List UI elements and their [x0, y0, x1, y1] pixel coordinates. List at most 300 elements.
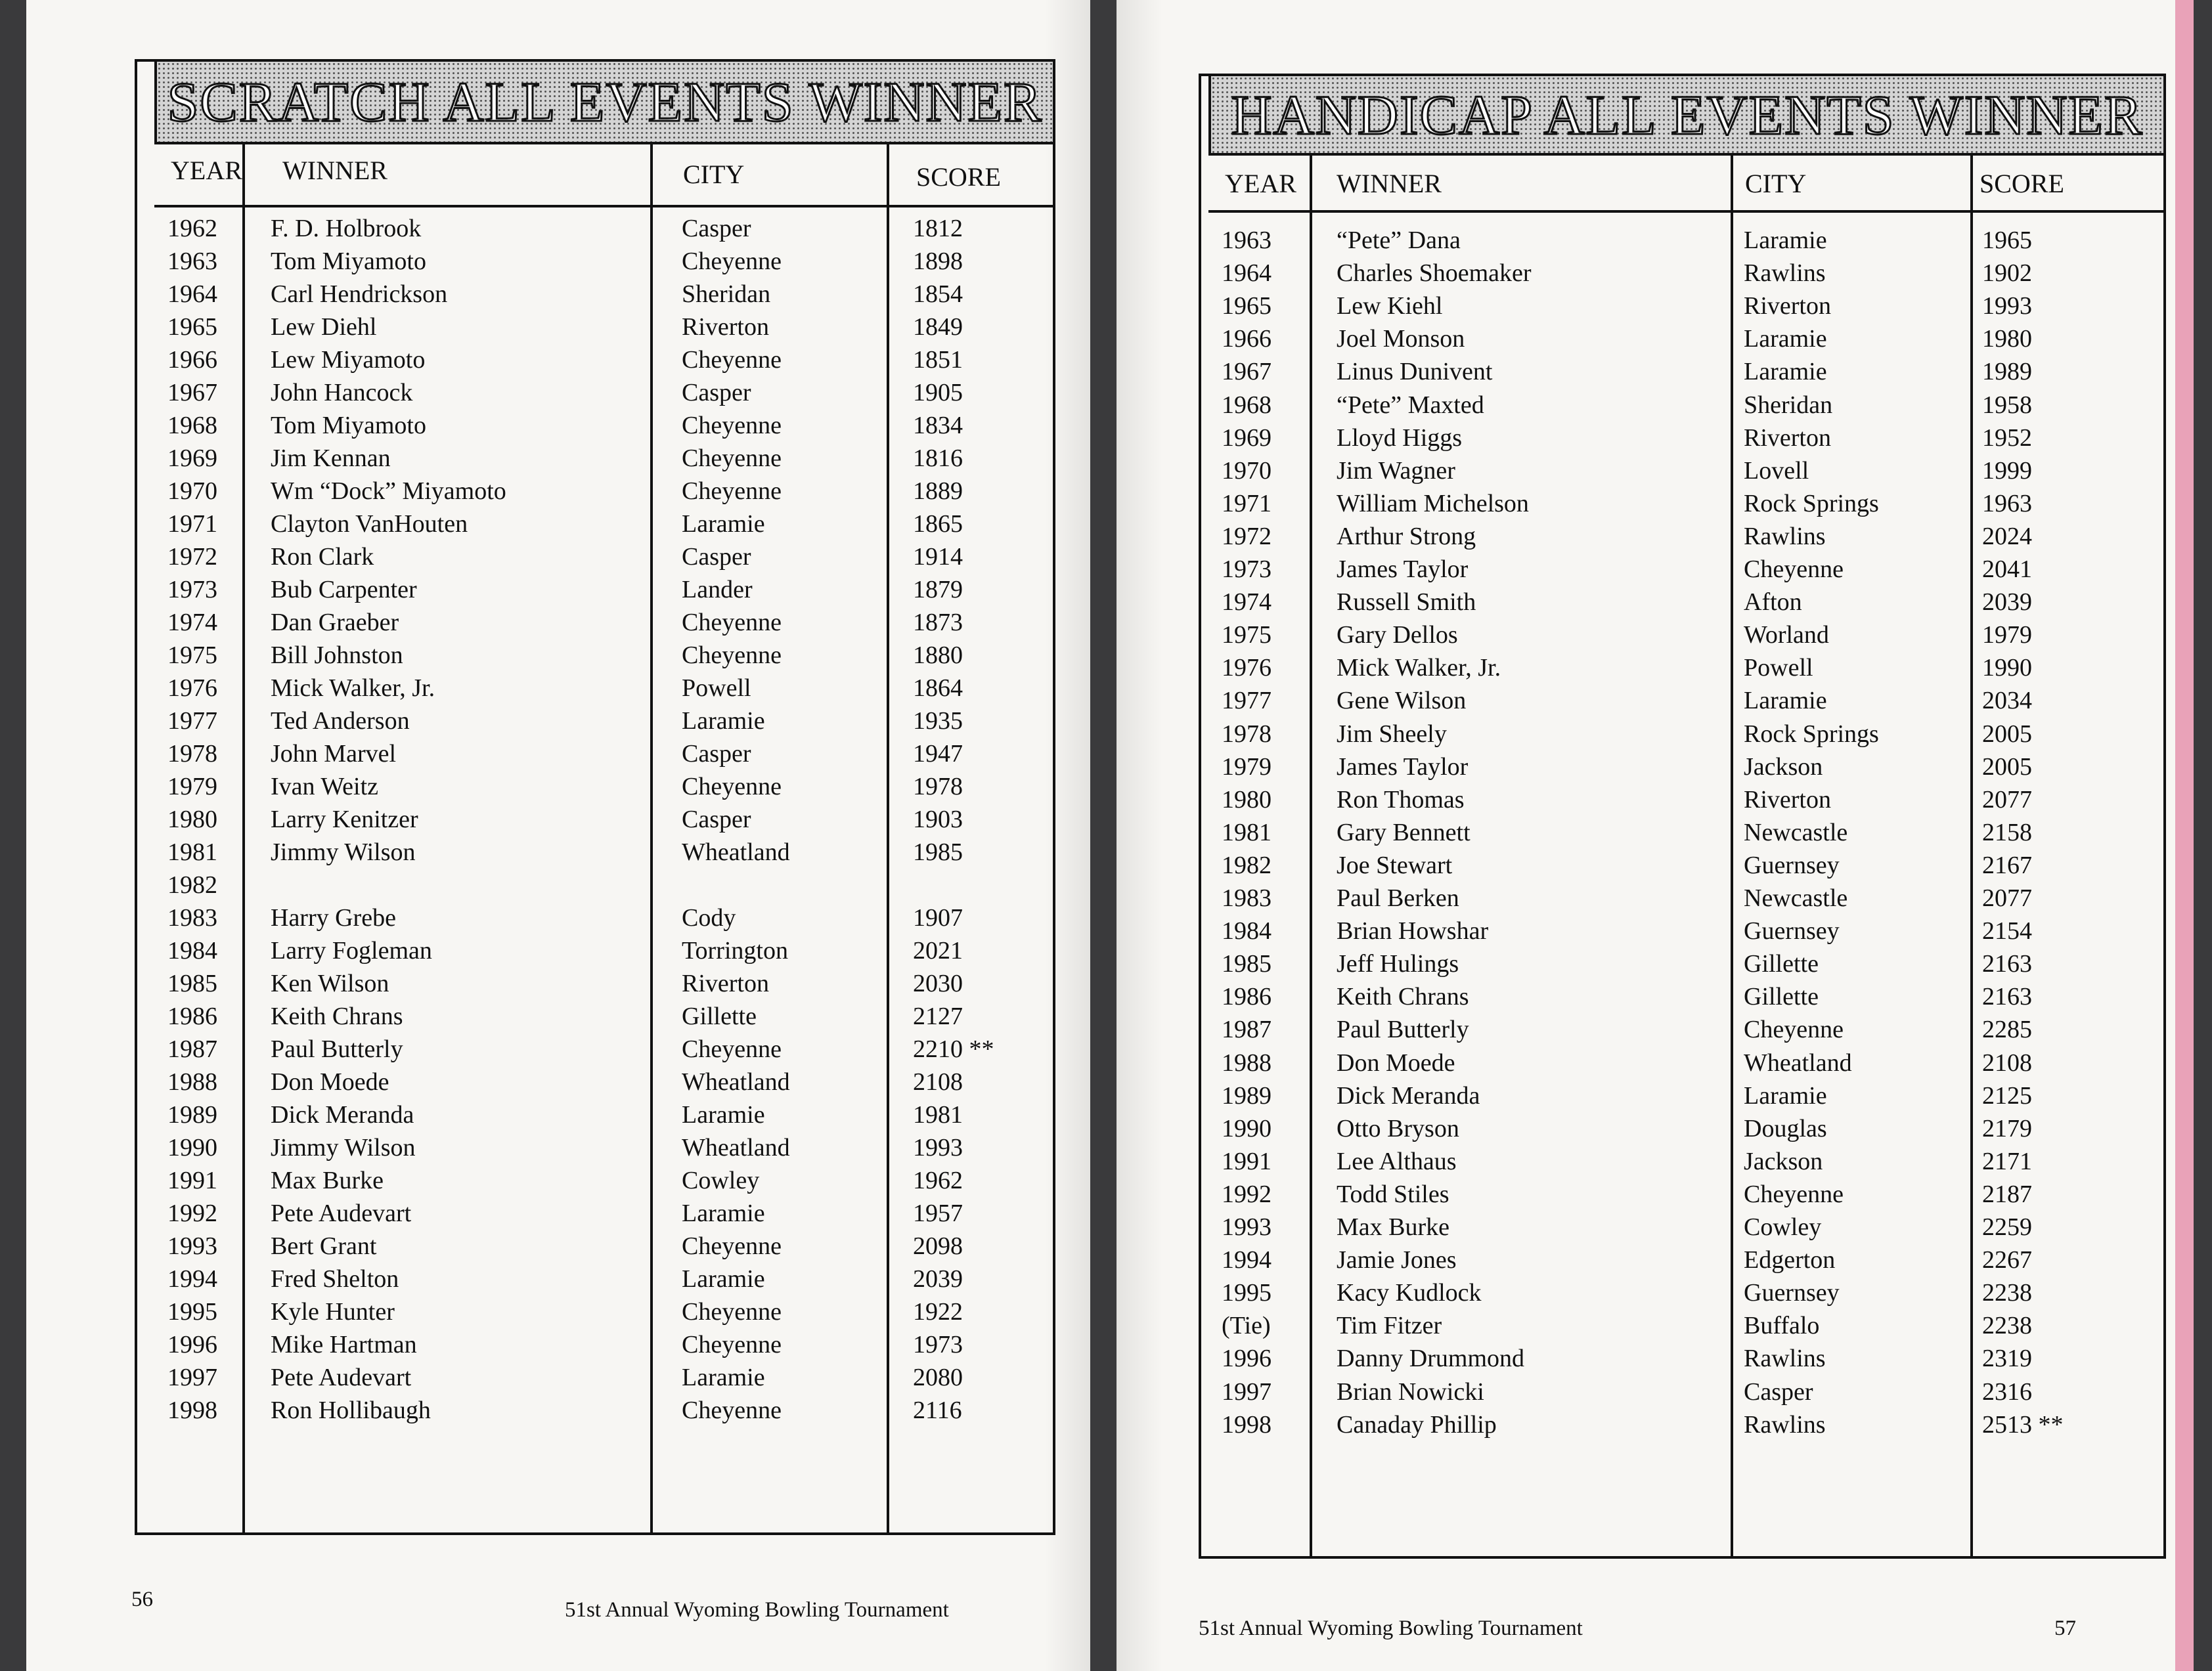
cell-year: 1996 [1222, 1345, 1272, 1373]
cell-score: 2167 [1982, 851, 2032, 879]
cell-score: 2030 [913, 970, 963, 997]
cell-winner: Kacy Kudlock [1337, 1279, 1482, 1307]
cell-score: 2179 [1982, 1114, 2032, 1142]
cell-city: Gillette [1744, 983, 1819, 1011]
cell-winner: Kyle Hunter [271, 1298, 395, 1326]
cell-city: Laramie [1744, 325, 1827, 353]
cell-winner: Mick Walker, Jr. [1337, 654, 1501, 682]
cell-city: Powell [682, 674, 751, 702]
cell-winner: Clayton VanHouten [271, 510, 468, 538]
cell-score: 2238 [1982, 1312, 2032, 1340]
cell-year: 1987 [167, 1035, 217, 1063]
cell-city: Cowley [682, 1167, 760, 1194]
cell-year: 1985 [1222, 950, 1272, 978]
cell-year: 1992 [167, 1200, 217, 1227]
cell-score: 1880 [913, 641, 963, 669]
cell-year: 1996 [167, 1331, 217, 1358]
cell-city: Buffalo [1744, 1312, 1820, 1340]
column-divider [1970, 156, 1973, 1559]
cell-city: Newcastle [1744, 884, 1848, 912]
cell-city: Jackson [1744, 752, 1823, 781]
cell-score: 1981 [913, 1101, 963, 1129]
cell-year: 1988 [167, 1068, 217, 1096]
cell-score: 1957 [913, 1200, 963, 1227]
column-divider [1731, 156, 1733, 1559]
cell-score: 1816 [913, 445, 963, 472]
cell-city: Cowley [1744, 1213, 1822, 1241]
cell-winner: Gene Wilson [1337, 687, 1467, 715]
cell-city: Wheatland [682, 1068, 790, 1096]
cell-winner: Jeff Hulings [1337, 950, 1459, 978]
cell-year: 1995 [167, 1298, 217, 1326]
cell-winner: Mick Walker, Jr. [271, 674, 435, 702]
header-score: SCORE [916, 162, 1001, 192]
cell-year: 1994 [1222, 1246, 1272, 1274]
cell-winner: William Michelson [1337, 489, 1529, 517]
cell-city: Rock Springs [1744, 489, 1879, 517]
cell-city: Cheyenne [682, 477, 782, 505]
cell-score: 1889 [913, 477, 963, 505]
cell-city: Cheyenne [682, 248, 782, 275]
cell-score: 1979 [1982, 621, 2032, 649]
cell-winner: Wm “Dock” Miyamoto [271, 477, 506, 505]
cell-year: 1985 [167, 970, 217, 997]
cell-score: 1985 [913, 838, 963, 866]
cell-winner: Brian Howshar [1337, 917, 1489, 945]
cell-year: 1986 [1222, 983, 1272, 1011]
cell-city: Laramie [682, 707, 765, 735]
column-divider [650, 144, 653, 1535]
cell-winner: Carl Hendrickson [271, 280, 448, 308]
cell-city: Riverton [1744, 423, 1831, 452]
cell-winner: Otto Bryson [1337, 1114, 1459, 1142]
cell-score: 2171 [1982, 1147, 2032, 1175]
cell-score: 2285 [1982, 1016, 2032, 1044]
cell-year: 1977 [1222, 687, 1272, 715]
cell-city: Cheyenne [682, 1331, 782, 1358]
header-winner: WINNER [282, 156, 387, 185]
cell-winner: John Hancock [271, 379, 413, 406]
cell-score: 1907 [913, 904, 963, 932]
cell-winner: Don Moede [1337, 1049, 1455, 1077]
cell-city: Rawlins [1744, 259, 1826, 288]
cell-year: 1968 [1222, 391, 1272, 419]
cell-score: 1973 [913, 1331, 963, 1358]
cell-city: Cheyenne [682, 609, 782, 636]
cell-city: Casper [682, 740, 751, 768]
cell-year: 1976 [167, 674, 217, 702]
cell-year: 1990 [167, 1134, 217, 1161]
cell-score: 1952 [1982, 423, 2032, 452]
cell-winner: Fred Shelton [271, 1265, 399, 1293]
cell-city: Casper [682, 543, 751, 571]
cell-winner: Lew Kiehl [1337, 292, 1443, 320]
header-winner: WINNER [1337, 169, 1442, 198]
cell-winner: Canaday Phillip [1337, 1410, 1497, 1439]
cell-winner: Jim Sheely [1337, 720, 1447, 748]
cell-year: 1981 [1222, 818, 1272, 846]
page-number: 57 [2054, 1617, 2076, 1640]
cell-year: 1997 [1222, 1378, 1272, 1406]
column-divider [887, 144, 889, 1535]
cell-winner: Pete Audevart [271, 1364, 412, 1391]
cell-winner: James Taylor [1337, 555, 1469, 583]
cell-score: 2039 [1982, 588, 2032, 617]
cell-city: Laramie [1744, 227, 1827, 254]
cell-year: 1972 [167, 543, 217, 571]
handicap-title: HANDICAP ALL EVENTS WINNER [1231, 83, 2144, 146]
cell-city: Gillette [1744, 950, 1819, 978]
cell-year: 1965 [167, 313, 217, 341]
right-page [1117, 0, 2194, 1671]
cell-city: Sheridan [682, 280, 771, 308]
cell-city: Casper [682, 215, 751, 242]
cell-year: 1982 [1222, 851, 1272, 879]
cell-score: 2154 [1982, 917, 2032, 945]
cell-year: 1967 [167, 379, 217, 406]
cell-winner: Jim Kennan [271, 445, 391, 472]
gutter-shadow [1117, 0, 1162, 1671]
cell-score: 2005 [1982, 752, 2032, 781]
cell-city: Cody [682, 904, 736, 932]
cell-year: 1974 [1222, 588, 1272, 617]
cell-winner: Don Moede [271, 1068, 389, 1096]
cell-score: 1864 [913, 674, 963, 702]
cell-city: Powell [1744, 654, 1813, 682]
cell-winner: Keith Chrans [271, 1003, 403, 1030]
cell-winner: “Pete” Maxted [1337, 391, 1484, 419]
cell-year: 1979 [167, 773, 217, 800]
cell-score: 1963 [1982, 489, 2032, 517]
cell-score: 1865 [913, 510, 963, 538]
cell-winner: Larry Fogleman [271, 937, 432, 965]
cell-score: 1854 [913, 280, 963, 308]
cell-city: Rawlins [1744, 1345, 1826, 1373]
cell-score: 2005 [1982, 720, 2032, 748]
cell-city: Gillette [682, 1003, 757, 1030]
cell-year: 1982 [167, 871, 217, 899]
cell-city: Sheridan [1744, 391, 1833, 419]
cell-city: Laramie [1744, 1081, 1827, 1110]
cell-city: Newcastle [1744, 818, 1848, 846]
cell-city: Guernsey [1744, 917, 1840, 945]
page-edge [2175, 0, 2194, 1671]
cell-winner: Bub Carpenter [271, 576, 417, 603]
cell-score: 2125 [1982, 1081, 2032, 1110]
handicap-title-banner [1208, 74, 2166, 156]
cell-year: 1971 [1222, 489, 1272, 517]
cell-city: Cheyenne [682, 1397, 782, 1424]
cell-year: 1973 [1222, 555, 1272, 583]
cell-score: 2108 [913, 1068, 963, 1096]
cell-year: 1969 [167, 445, 217, 472]
cell-year: 1992 [1222, 1180, 1272, 1208]
cell-score: 2098 [913, 1232, 963, 1260]
cell-city: Laramie [682, 1265, 765, 1293]
cell-city: Laramie [682, 1101, 765, 1129]
cell-city: Cheyenne [682, 445, 782, 472]
cell-score: 2116 [913, 1397, 962, 1424]
cell-year: 1962 [167, 215, 217, 242]
cell-score: 1903 [913, 806, 963, 833]
cell-year: 1964 [1222, 259, 1272, 288]
scratch-title: SCRATCH ALL EVENTS WINNER [167, 70, 1043, 133]
cell-year: 1988 [1222, 1049, 1272, 1077]
cell-winner: F. D. Holbrook [271, 215, 422, 242]
cell-winner: Tom Miyamoto [271, 412, 426, 439]
cell-score: 2080 [913, 1364, 963, 1391]
cell-city: Cheyenne [682, 1035, 782, 1063]
cell-year: 1991 [1222, 1147, 1272, 1175]
cell-city: Cheyenne [682, 412, 782, 439]
cell-winner: James Taylor [1337, 752, 1469, 781]
cell-city: Lander [682, 576, 753, 603]
cell-year: 1970 [167, 477, 217, 505]
cell-score: 1879 [913, 576, 963, 603]
cell-year: 1963 [1222, 227, 1272, 254]
cell-winner: Russell Smith [1337, 588, 1476, 617]
header-year: YEAR [1225, 169, 1296, 198]
cell-score: 1898 [913, 248, 963, 275]
cell-winner: Joe Stewart [1337, 851, 1453, 879]
header-city: CITY [1745, 169, 1807, 198]
cell-year: 1971 [167, 510, 217, 538]
column-divider [242, 144, 245, 1535]
cell-city: Wheatland [682, 1134, 790, 1161]
cell-year: 1989 [167, 1101, 217, 1129]
cell-year: 1987 [1222, 1016, 1272, 1044]
cell-year: 1975 [167, 641, 217, 669]
cell-score: 2039 [913, 1265, 963, 1293]
cell-winner: Bill Johnston [271, 641, 403, 669]
cell-winner: Lee Althaus [1337, 1147, 1457, 1175]
cell-year: 1976 [1222, 654, 1272, 682]
cell-year: 1984 [167, 937, 217, 965]
cell-winner: Pete Audevart [271, 1200, 412, 1227]
cell-city: Casper [682, 379, 751, 406]
cell-score: 1873 [913, 609, 963, 636]
cell-score: 2041 [1982, 555, 2032, 583]
cell-winner: Jimmy Wilson [271, 1134, 416, 1161]
cell-winner: Larry Kenitzer [271, 806, 418, 833]
cell-year: 1980 [167, 806, 217, 833]
cell-winner: Joel Monson [1337, 325, 1465, 353]
cell-winner: Ron Hollibaugh [271, 1397, 431, 1424]
cell-city: Laramie [1744, 687, 1827, 715]
header-city: CITY [683, 160, 745, 189]
cell-winner: Lew Diehl [271, 313, 377, 341]
cell-year: 1978 [1222, 720, 1272, 748]
cell-winner: Tim Fitzer [1337, 1312, 1442, 1340]
cell-winner: Dick Meranda [271, 1101, 414, 1129]
cell-year: 1967 [1222, 358, 1272, 386]
cell-winner: Arthur Strong [1337, 522, 1476, 550]
cell-score: 1935 [913, 707, 963, 735]
cell-score: 1962 [913, 1167, 963, 1194]
cell-score: 2077 [1982, 884, 2032, 912]
cell-score: 1812 [913, 215, 963, 242]
cell-city: Laramie [682, 510, 765, 538]
cell-year: 1969 [1222, 423, 1272, 452]
cell-score: 1834 [913, 412, 963, 439]
cell-score: 2267 [1982, 1246, 2032, 1274]
cell-year: 1993 [1222, 1213, 1272, 1241]
cell-winner: Charles Shoemaker [1337, 259, 1532, 288]
cell-winner: Bert Grant [271, 1232, 377, 1260]
cell-winner: Mike Hartman [271, 1331, 417, 1358]
cell-score: 1999 [1982, 456, 2032, 485]
cell-year: 1989 [1222, 1081, 1272, 1110]
cell-year: 1968 [167, 412, 217, 439]
cell-year: 1966 [167, 346, 217, 374]
cell-year: 1984 [1222, 917, 1272, 945]
cell-score: 1851 [913, 346, 963, 374]
cell-winner: Jim Wagner [1337, 456, 1455, 485]
cell-city: Torrington [682, 937, 788, 965]
cell-year: 1998 [167, 1397, 217, 1424]
cell-score: 1990 [1982, 654, 2032, 682]
cell-score: 1965 [1982, 227, 2032, 254]
cell-score: 1947 [913, 740, 963, 768]
cell-winner: Paul Butterly [1337, 1016, 1469, 1044]
cell-score: 1849 [913, 313, 963, 341]
cell-year: 1997 [167, 1364, 217, 1391]
cell-score: 2108 [1982, 1049, 2032, 1077]
cell-year: 1991 [167, 1167, 217, 1194]
cell-year: 1990 [1222, 1114, 1272, 1142]
cell-score: 1989 [1982, 358, 2032, 386]
cell-city: Guernsey [1744, 1279, 1840, 1307]
header-divider [1208, 210, 2166, 213]
cell-city: Cheyenne [682, 1298, 782, 1326]
cell-winner: Ron Thomas [1337, 785, 1465, 814]
cell-score: 1980 [1982, 325, 2032, 353]
cell-year: 1970 [1222, 456, 1272, 485]
cell-score: 1978 [913, 773, 963, 800]
cell-city: Guernsey [1744, 851, 1840, 879]
cell-score: 2163 [1982, 950, 2032, 978]
cell-city: Laramie [1744, 358, 1827, 386]
cell-city: Cheyenne [1744, 555, 1844, 583]
cell-city: Edgerton [1744, 1246, 1836, 1274]
cell-score: 2210 ** [913, 1035, 994, 1063]
cell-city: Cheyenne [682, 1232, 782, 1260]
cell-city: Riverton [682, 313, 769, 341]
cell-score: 1993 [1982, 292, 2032, 320]
cell-winner: Gary Bennett [1337, 818, 1471, 846]
cell-year: 1980 [1222, 785, 1272, 814]
cell-year: 1963 [167, 248, 217, 275]
column-divider [1310, 156, 1312, 1559]
header-score: SCORE [1980, 169, 2064, 198]
cell-score: 2127 [913, 1003, 963, 1030]
cell-city: Cheyenne [1744, 1180, 1844, 1208]
cell-score: 1902 [1982, 259, 2032, 288]
cell-city: Jackson [1744, 1147, 1823, 1175]
cell-winner: “Pete” Dana [1337, 227, 1461, 254]
cell-score: 1905 [913, 379, 963, 406]
cell-score: 2187 [1982, 1180, 2032, 1208]
cell-year: 1964 [167, 280, 217, 308]
cell-year: 1978 [167, 740, 217, 768]
cell-winner: Max Burke [1337, 1213, 1450, 1241]
cell-winner: Dan Graeber [271, 609, 399, 636]
cell-city: Laramie [682, 1200, 765, 1227]
scratch-title-banner [154, 59, 1055, 144]
cell-score: 2034 [1982, 687, 2032, 715]
cell-winner: Lloyd Higgs [1337, 423, 1463, 452]
cell-city: Cheyenne [682, 773, 782, 800]
cell-year: 1979 [1222, 752, 1272, 781]
cell-winner: Keith Chrans [1337, 983, 1469, 1011]
cell-winner: Ivan Weitz [271, 773, 379, 800]
cell-city: Douglas [1744, 1114, 1827, 1142]
cell-winner: Linus Dunivent [1337, 358, 1493, 386]
cell-city: Riverton [682, 970, 769, 997]
cell-winner: Lew Miyamoto [271, 346, 426, 374]
cell-score: 1958 [1982, 391, 2032, 419]
cell-city: Riverton [1744, 292, 1831, 320]
cell-city: Cheyenne [1744, 1016, 1844, 1044]
cell-year: 1994 [167, 1265, 217, 1293]
cell-winner: Harry Grebe [271, 904, 396, 932]
cell-score: 2024 [1982, 522, 2032, 550]
cell-score: 1914 [913, 543, 963, 571]
cell-score: 2316 [1982, 1378, 2032, 1406]
page-footer: 51st Annual Wyoming Bowling Tournament [565, 1598, 949, 1622]
cell-year: 1983 [1222, 884, 1272, 912]
cell-year: 1966 [1222, 325, 1272, 353]
cell-city: Casper [682, 806, 751, 833]
header-year: YEAR [171, 156, 242, 185]
cell-city: Wheatland [1744, 1049, 1852, 1077]
cell-city: Rock Springs [1744, 720, 1879, 748]
cell-city: Afton [1744, 588, 1802, 617]
cell-winner: John Marvel [271, 740, 397, 768]
cell-score: 2238 [1982, 1279, 2032, 1307]
cell-city: Cheyenne [682, 641, 782, 669]
cell-year: 1983 [167, 904, 217, 932]
cell-score: 2158 [1982, 818, 2032, 846]
cell-winner: Brian Nowicki [1337, 1378, 1484, 1406]
cell-city: Worland [1744, 621, 1829, 649]
cell-winner: Todd Stiles [1337, 1180, 1449, 1208]
cell-city: Casper [1744, 1378, 1813, 1406]
cell-city: Cheyenne [682, 346, 782, 374]
cell-score: 2319 [1982, 1345, 2032, 1373]
page-footer: 51st Annual Wyoming Bowling Tournament [1199, 1617, 1583, 1640]
cell-city: Rawlins [1744, 522, 1826, 550]
cell-winner: Max Burke [271, 1167, 384, 1194]
page-number: 56 [131, 1588, 153, 1611]
cell-year: 1965 [1222, 292, 1272, 320]
cell-winner: Jimmy Wilson [271, 838, 416, 866]
cell-score: 2259 [1982, 1213, 2032, 1241]
cell-year: 1972 [1222, 522, 1272, 550]
cell-city: Rawlins [1744, 1410, 1826, 1439]
cell-winner: Dick Meranda [1337, 1081, 1480, 1110]
cell-year: 1986 [167, 1003, 217, 1030]
cell-year: 1975 [1222, 621, 1272, 649]
cell-city: Lovell [1744, 456, 1809, 485]
cell-year: 1993 [167, 1232, 217, 1260]
cell-year: 1995 [1222, 1279, 1272, 1307]
cell-year: 1974 [167, 609, 217, 636]
cell-score: 1993 [913, 1134, 963, 1161]
cell-winner: Paul Butterly [271, 1035, 403, 1063]
cell-city: Laramie [682, 1364, 765, 1391]
cell-year: 1998 [1222, 1410, 1272, 1439]
